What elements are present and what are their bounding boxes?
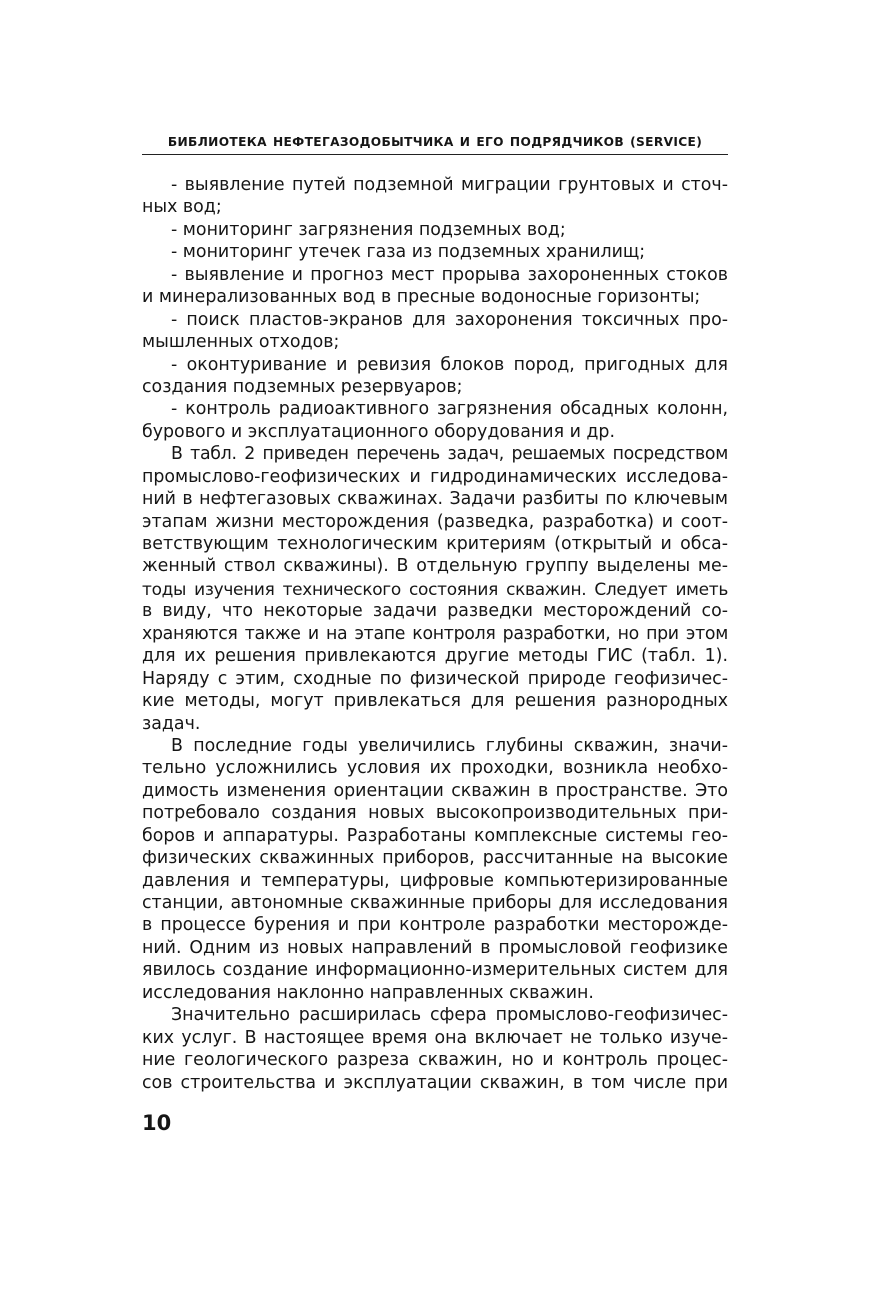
text-line: ветствующим технологическим критериям (открытый и обса- [142,534,728,554]
page-number: 10 [142,1111,172,1135]
text-line: боров и аппаратуры. Разработаны комплексные системы гео- [142,825,728,846]
text-line: димость изменения ориентации скважин в пространстве. Это [142,780,728,801]
text-line: явилось создание информационно-измерительных систем для [142,960,728,981]
text-line: для их решения привлекаются другие методы ГИС (табл. 1). [142,646,728,667]
text-line: женный ствол скважины). В отдельную группу выделены ме- [142,556,728,577]
text-line: промыслово-геофизических и гидродинамических исследова- [142,466,728,487]
text-line: - оконтуривание и ревизия блоков пород, пригодных для [171,354,728,375]
text-line: задач. [142,713,201,734]
text-line: - выявление путей подземной миграции грунтовых и сточ- [171,175,728,195]
text-line: - поиск пластов-экранов для захоронения токсичных про- [171,309,728,330]
text-line: - мониторинг утечек газа из подземных хранилищ; [171,242,646,263]
text-line: кие методы, могут привлекаться для решения разнородных [142,691,728,712]
text-line: станции, автономные скважинные приборы для исследования [142,893,728,913]
text-line: этапам жизни месторождения (разведка, разработка) и соот- [142,511,728,532]
text-line: потребовало создания новых высокопроизводительных при- [142,803,728,824]
text-line: ний в нефтегазовых скважинах. Задачи разбиты по ключевым [142,489,728,510]
text-line: бурового и эксплуатационного оборудования и др. [142,421,616,442]
running-title: БИБЛИОТЕКА НЕФТЕГАЗОДОБЫТЧИКА И ЕГО ПОДРЯДЧИКОВ (SERVICE) [167,135,703,149]
text-line: - мониторинг загрязнения подземных вод; [171,219,566,240]
text-line: ние геологического разреза скважин, но и контроль процес- [142,1050,728,1071]
text-line: В последние годы увеличились глубины скважин, значи- [171,735,728,756]
text-line: В табл. 2 приведен перечень задач, решаемых посредством [171,444,728,465]
text-line: - выявление и прогноз мест прорыва захороненных стоков [171,264,728,285]
text-line: Значительно расширилась сфера промыслово-геофизичес- [171,1005,728,1026]
text-line: и минерализованных вод в пресные водоносные горизонты; [142,287,701,308]
text-line: храняются также и на этапе контроля разработки, но при этом [142,623,728,644]
text-line: ных вод; [142,197,222,218]
text-line: ких услуг. В настоящее время она включает не только изуче- [142,1027,728,1048]
header-rule [142,154,728,155]
text-line: тоды изучения технического состояния скважин. Следует иметь [142,578,728,599]
text-line: мышленных отходов; [142,332,340,353]
text-line: Наряду с этим, сходные по физической природе геофизичес- [142,668,728,689]
text-line: - контроль радиоактивного загрязнения обсадных колонн, [171,399,728,420]
text-line: создания подземных резервуаров; [142,376,463,397]
text-line: сов строительства и эксплуатации скважин, в том числе при [142,1072,728,1093]
text-line: ний. Одним из новых направлений в промысловой геофизике [142,937,728,958]
text-line: в виду, что некоторые задачи разведки месторождений со- [142,601,728,622]
body-text [142,174,728,1094]
text-line: физических скважинных приборов, рассчитанные на высокие [142,848,728,869]
text-line: тельно усложнились условия их проходки, возникла необхо- [142,758,728,779]
text-line: исследования наклонно направленных скважин. [142,982,594,1003]
text-line: в процессе бурения и при контроле разработки месторожде- [142,915,728,936]
text-line: давления и температуры, цифровые компьютеризированные [142,870,728,891]
